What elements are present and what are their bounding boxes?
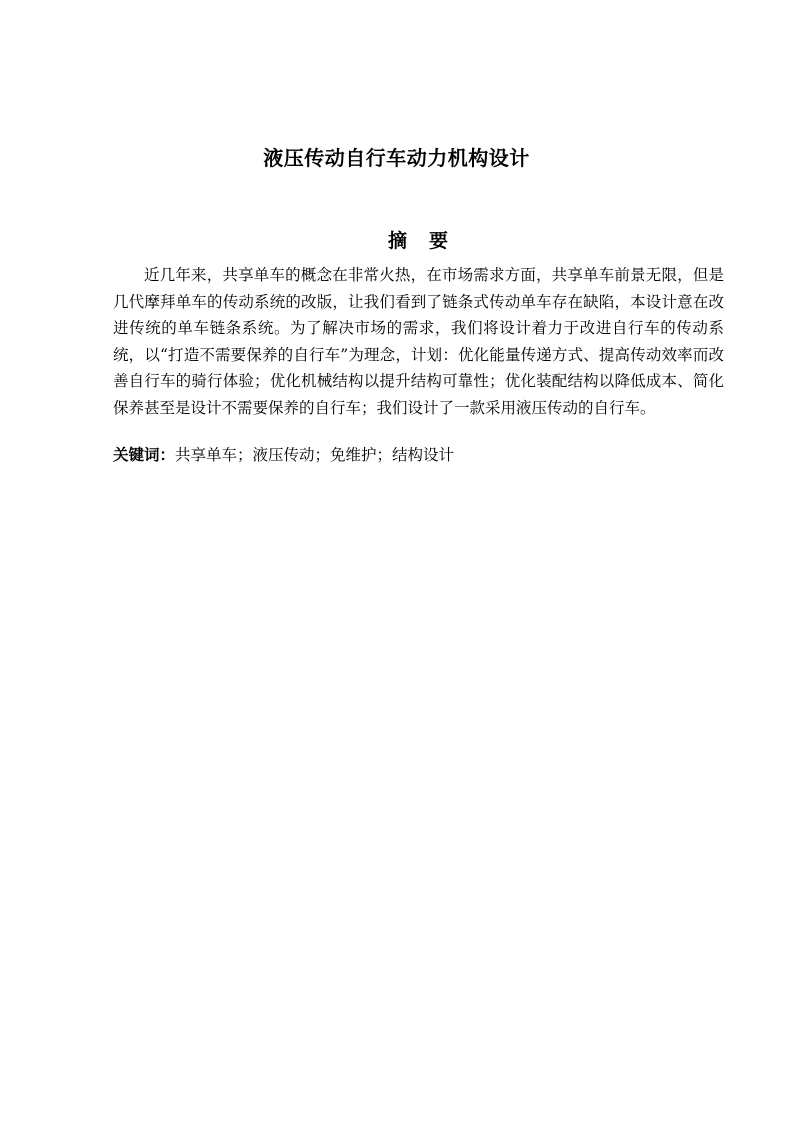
keywords-label: 关键词：	[113, 445, 176, 464]
abstract-heading-char-2: 要	[429, 230, 449, 252]
document-title: 液压传动自行车动力机构设计	[263, 146, 530, 170]
abstract-heading	[0, 228, 793, 254]
abstract-heading-char-1: 摘	[387, 230, 407, 252]
keywords-text: 共享单车；液压传动；免维护；结构设计	[175, 446, 455, 464]
abstract-body: 近几年来，共享单车的概念在非常火热，在市场需求方面，共享单车前景无限，但是几代摩拜单车的传动系统的改版，让我们看到了链条式传动单车存在缺陷，本设计意在改进传统的单车链条系统。为了解决市场的需求，我们将设计着力于改进自行车的传动系统，以“打造不需要保养的自行车”为理念，计划：优化能量传递方式、提高传动效率而改善自行车的骑行体验；优化机械结构以提升结构可靠性；优化装配结构以降低成本、简化保养甚至是设计不需要保养的自行车；我们设计了一款采用液压传动的自行车。	[113, 266, 724, 417]
keywords-line	[113, 442, 724, 468]
